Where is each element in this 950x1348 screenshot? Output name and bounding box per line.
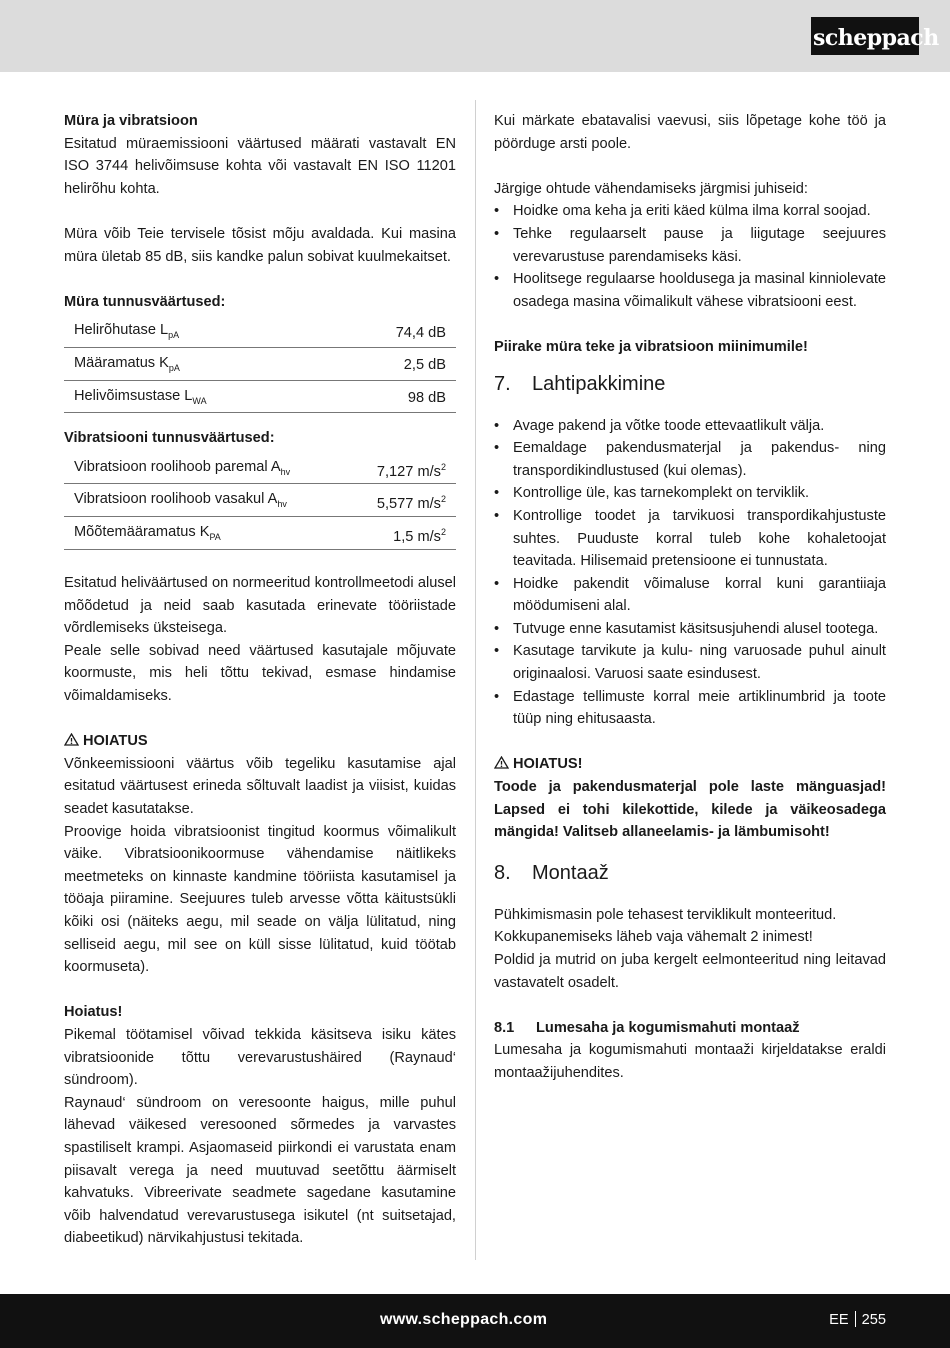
section-7-heading: 7. Lahtipakkimine — [494, 372, 666, 395]
hazard-list — [494, 200, 886, 313]
values-paragraph-2: Peale selle sobivad need väärtused kasutajale mõjuvate koormuste, mis heli tõttu tekivad, esmase hindamise võimaldamiseks. — [64, 642, 456, 705]
intro-paragraph: Kui märkate ebatavalisi vaevusi, siis lõpetage kohe töö ja pöörduge arsti poole. — [494, 113, 886, 152]
vibration-row-value: 5,577 $m/s^2$ — [349, 484, 456, 517]
list-item: • Hoidke pakendit võimaluse korral kuni garantiiaja möödumiseni alal. — [494, 573, 886, 618]
noise-paragraph-1: Esitatud müraemissiooni väärtused määrati vastavalt EN ISO 3744 helivõimsuse kohta või vastavalt EN ISO 11201 helirõhu kohta. — [64, 135, 456, 197]
warning-triangle-icon — [494, 756, 509, 769]
brand-logo: scheppach — [811, 17, 919, 55]
section-8-heading: 8. Montaaž — [494, 861, 609, 884]
noise-title: Müra ja vibratsioon — [64, 113, 198, 129]
list-item: • Tutvuge enne kasutamist käsitsusjuhendi alusel tootega. — [494, 618, 886, 641]
right-column — [494, 110, 886, 1085]
vibration-row-label: Vibratsioon roolihoob vasakul $A_{hv}$ — [64, 484, 349, 517]
column-divider — [475, 100, 476, 1260]
assembly-paragraph-3: Poldid ja mutrid on juba kergelt eelmonteeritud ning leitavad vastavatelt osadelt. — [494, 952, 886, 991]
unpack-list — [494, 415, 886, 731]
list-item: • Kontrollige üle, kas tarnekomplekt on terviklik. — [494, 482, 886, 505]
noise-table — [64, 315, 456, 413]
vibration-table-title: Vibratsiooni tunnusväärtused: — [64, 430, 275, 447]
vibration-row-label: Mõõtemääramatus $K_{PA}$ — [64, 516, 349, 549]
noise-row-label: Helivõimsustase $L_{WA}$ — [64, 380, 332, 413]
noise-row-value: 74,4 dB — [332, 315, 456, 347]
caution-heading: Hoiatus! — [64, 1004, 123, 1021]
section-8-1-paragraph: Lumesaha ja kogumismahuti montaaži kirjeldatakse eraldi montaažijuhendites. — [494, 1042, 886, 1081]
caution-paragraph-2: Raynaud‘ sündroom on veresoonte haigus, mille puhul lähevad väikesed veresooned sõrmedes ja varvastes spastiliselt krampi. Asjaomaseid piirkondi ei varustata enam piisavalt verega ja need muutuvad seetõttu äärmiselt kahvatuks. Vibreerivate seadmete sagedane kasutamine võib halvendatud verevarustusega isikutel (nt suitsetajad, diabeetikud) närvikahjustusi tekitada. — [64, 1094, 456, 1247]
vibration-row-value: 1,5 $m/s^2$ — [349, 516, 456, 549]
warning-heading-right: HOIATUS! — [494, 753, 886, 776]
header-band — [0, 0, 950, 72]
section-8-1-heading: 8.1 Lumesaha ja kogumismahuti montaaž — [494, 1019, 800, 1036]
table-row — [64, 452, 456, 484]
footer-page-number: EE 255 — [829, 1312, 886, 1328]
left-column — [64, 110, 456, 1250]
list-item: • Kontrollige toodet ja tarvikuosi transpordikahjustuste suhtes. Puuduste korral tuleb kohe kohaletoojat teavitada. Hilisemaid pretensioone ei tunnustata. — [494, 505, 886, 573]
list-item: • Kasutage tarvikute ja kulu- ning varuosade puhul ainult originaalosi. Varuosi saate esindusest. — [494, 640, 886, 685]
vibration-row-label: Vibratsioon roolihoob paremal $A_{hv}$ — [64, 452, 349, 484]
minimize-note: Piirake müra teke ja vibratsioon miinimumile! — [494, 338, 808, 355]
child-safety-warning: Toode ja pakendusmaterjal pole laste mänguasjad! Lapsed ei tohi kilekottide, kilede ja väikeosadega mängida! Valitseb allaneelamis- ja lämbumisoht! — [494, 779, 886, 841]
list-item: • Avage pakend ja võtke toode ettevaatlikult välja. — [494, 415, 886, 438]
warning-heading: HOIATUS — [64, 730, 456, 753]
list-item: • Tehke regulaarselt pause ja liigutage seejuures verevarustuse parendamiseks käsi. — [494, 223, 886, 268]
noise-row-label: Helirõhutase $L_{pA}$ — [64, 315, 332, 347]
list-item: • Hoolitsege regulaarse hooldusega ja masinal kinniolevate osadega masina võimalikult vähese vibratsiooni eest. — [494, 268, 886, 313]
assembly-paragraph-2: Kokkupanemiseks läheb vaja vähemalt 2 inimest! — [494, 929, 813, 946]
list-item: • Edastage tellimuste korral meie artiklinumbrid ja toote tüüp ning ehitusaasta. — [494, 686, 886, 731]
list-item: • Eemaldage pakendusmaterjal ja pakendus- ning transpordikindlustused (kui olemas). — [494, 437, 886, 482]
table-row — [64, 516, 456, 549]
warning-paragraph-2: Proovige hoida vibratsioonist tingitud koormus võimalikult väike. Vibratsioonikoormuse vähendamise näitlikeks meetmeteks on kinnaste kandmine tööriista kasutamisel ja tööaja piiramine. Seejuures tuleb arvesse võtta käitustsükli kõiki osi (näiteks aegu, mil seade on välja lülitatud, ning selliseid aegu, mil see on küll sisse lülitatud, kuid töötab koormuseta). — [64, 823, 456, 976]
noise-table-title: Müra tunnusväärtused: — [64, 293, 226, 310]
values-paragraph-1: Esitatud heliväärtused on normeeritud kontrollmeetodi alusel mõõdetud ja neid saab kasutada erinevate tööriistade võrdlemiseks üksteisega. — [64, 575, 456, 637]
table-row — [64, 484, 456, 517]
caution-paragraph-1: Pikemal töötamisel võivad tekkida käsitseva isiku kätes vibratsioonide tõttu verevarustushäired (Raynaud‘ sündroom). — [64, 1026, 456, 1089]
table-row — [64, 380, 456, 413]
table-row — [64, 315, 456, 347]
noise-row-label: Määramatus $K_{pA}$ — [64, 347, 332, 380]
assembly-paragraph-1: Pühkimismasin pole tehasest terviklikult monteeritud. — [494, 906, 837, 923]
footer-website-link[interactable]: www.scheppach.com — [380, 1311, 548, 1328]
warning-paragraph-1: Võnkeemissiooni väärtus võib tegeliku kasutamise ajal esitatud väärtusest erineda sõltuvalt laadist ja viisist, kuidas seadet kasutatakse. — [64, 755, 456, 818]
warning-triangle-icon — [64, 733, 79, 746]
table-row — [64, 347, 456, 380]
noise-row-value: 98 dB — [332, 380, 456, 413]
vibration-row-value: 7,127 $m/s^2$ — [349, 452, 456, 484]
noise-row-value: 2,5 dB — [332, 347, 456, 380]
follow-paragraph: Järgige ohtude vähendamiseks järgmisi juhiseid: — [494, 180, 808, 197]
noise-paragraph-2: Müra võib Teie tervisele tõsist mõju avaldada. Kui masina müra ületab 85 dB, siis kandke palun sobivat kuulmekaitset. — [64, 225, 456, 265]
list-item: • Hoidke oma keha ja eriti käed külma ilma korral soojad. — [494, 200, 886, 223]
vibration-table — [64, 452, 456, 550]
